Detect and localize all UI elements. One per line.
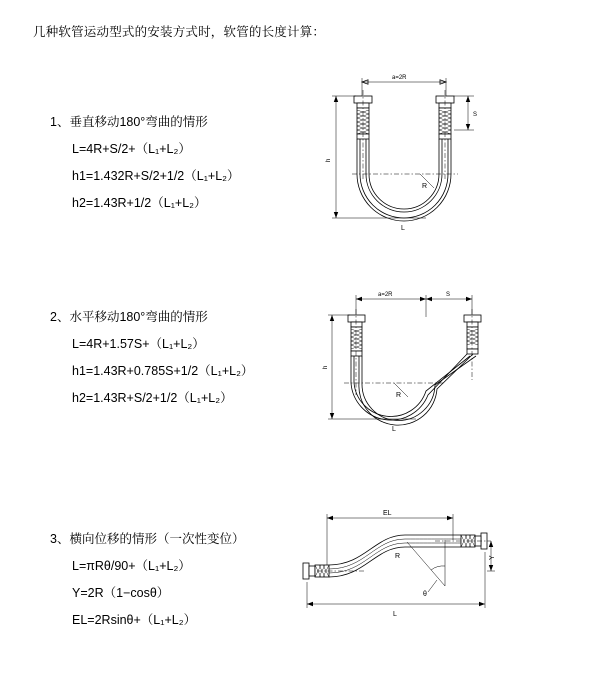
- case-block-2: [50, 307, 253, 406]
- svg-text:R: R: [396, 392, 402, 399]
- case-formula: Y=2R（1−cosθ）: [72, 586, 170, 600]
- svg-text:L: L: [393, 611, 397, 618]
- svg-text:EL: EL: [383, 510, 392, 517]
- svg-text:L: L: [392, 426, 396, 433]
- case-block-1: [50, 112, 240, 211]
- case-formula: h1=1.43R+0.785S+1/2（L₁+L₂）: [72, 364, 254, 378]
- svg-text:L: L: [401, 225, 405, 232]
- svg-text:h: h: [326, 158, 332, 162]
- case-formula: L=4R+S/2+（L₁+L₂）: [72, 142, 191, 156]
- case-formula: h2=1.43R+1/2（L₁+L₂）: [72, 196, 207, 210]
- svg-text:R: R: [395, 553, 401, 560]
- svg-text:Y: Y: [489, 555, 496, 560]
- case-formula: L=4R+1.57S+（L₁+L₂）: [72, 337, 205, 351]
- case-formula: L=πRθ/90+（L₁+L₂）: [72, 559, 191, 573]
- svg-text:S: S: [473, 112, 478, 118]
- case-formula: h1=1.432R+S/2+1/2（L₁+L₂）: [72, 169, 240, 183]
- figure-vertical-180-bend: [316, 70, 496, 270]
- figure-lateral-offset: [295, 500, 500, 625]
- svg-text:R: R: [422, 183, 428, 190]
- page-title: 几种软管运动型式的安装方式时，软管的长度计算：: [33, 25, 326, 39]
- svg-text:S: S: [446, 292, 451, 298]
- case-formula: h2=1.43R+S/2+1/2（L₁+L₂）: [72, 391, 233, 405]
- case-block-3: [50, 529, 244, 628]
- case-title: 2、水平移动180°弯曲的情形: [50, 310, 208, 324]
- case-formula: EL=2Rsinθ+（L₁+L₂）: [72, 613, 197, 627]
- figure-horizontal-180-bend: [316, 285, 496, 465]
- svg-text:a=2R: a=2R: [392, 75, 407, 81]
- svg-text:h: h: [323, 365, 329, 369]
- case-title: 3、横向位移的情形（一次性变位）: [50, 532, 245, 546]
- case-title: 1、垂直移动180°弯曲的情形: [50, 115, 208, 129]
- svg-text:θ: θ: [423, 591, 427, 598]
- svg-text:a=2R: a=2R: [378, 292, 393, 298]
